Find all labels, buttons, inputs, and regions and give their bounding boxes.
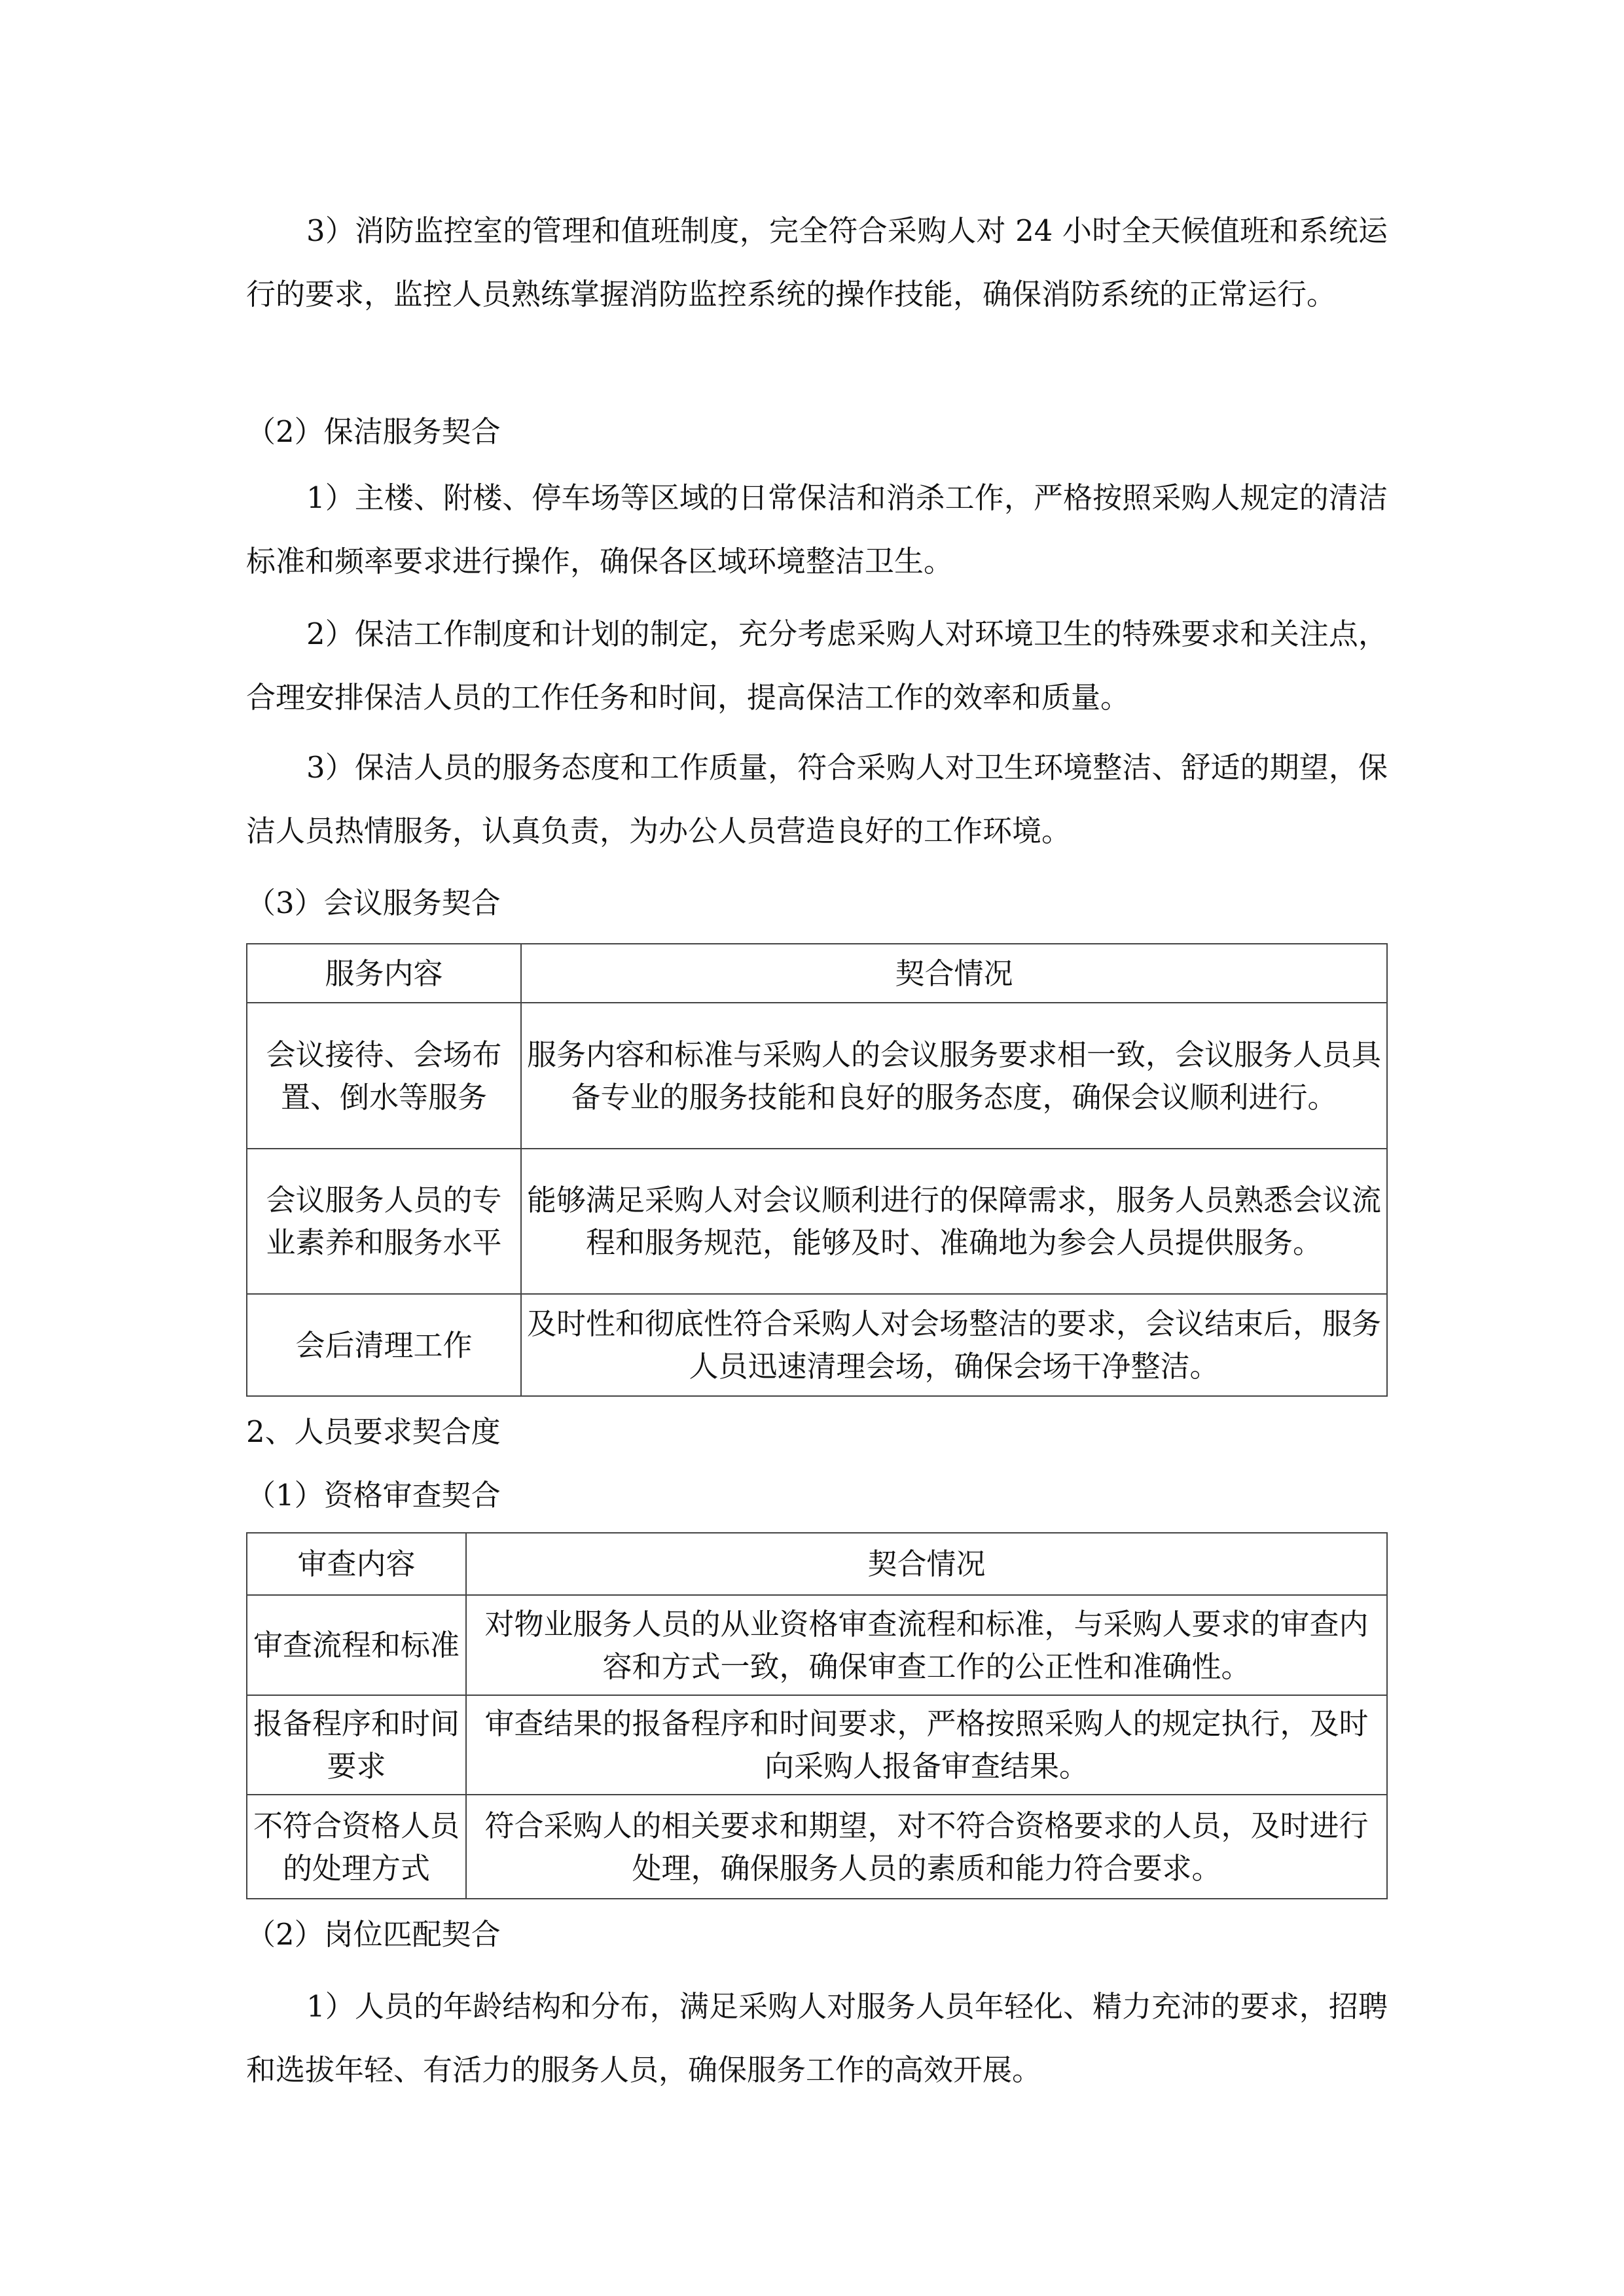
meeting-table	[246, 943, 1388, 1397]
table-cell: 及时性和彻底性符合采购人对会场整洁的要求，会议结束后，服务人员迅速清理会场，确保会场干净整洁。	[521, 1294, 1387, 1396]
table-row	[247, 1294, 1387, 1396]
heading-qualification: （1）资格审查契合	[246, 1478, 501, 1513]
table-cell: 对物业服务人员的从业资格审查流程和标准，与采购人要求的审查内容和方式一致，确保审查工作的公正性和准确性。	[466, 1595, 1387, 1695]
table-cell: 能够满足采购人对会议顺利进行的保障需求，服务人员熟悉会议流程和服务规范，能够及时、准确地为参会人员提供服务。	[521, 1149, 1387, 1294]
paragraph-cleaning-1: 1）主楼、附楼、停车场等区域的日常保洁和消杀工作，严格按照采购人规定的清洁标准和频率要求进行操作，确保各区域环境整洁卫生。	[246, 480, 1388, 579]
table-header-row	[247, 944, 1387, 1003]
table-row	[247, 1695, 1387, 1795]
table-cell: 不符合资格人员的处理方式	[247, 1795, 466, 1899]
table-row	[247, 1003, 1387, 1149]
table-cell: 报备程序和时间要求	[247, 1695, 466, 1795]
heading-position: （2）岗位匹配契合	[246, 1917, 501, 1952]
table-header: 审查内容	[247, 1533, 466, 1595]
table-header-row	[247, 1533, 1387, 1595]
table-cell: 会后清理工作	[247, 1294, 521, 1396]
paragraph-cleaning-2: 2）保洁工作制度和计划的制定，充分考虑采购人对环境卫生的特殊要求和关注点，合理安排保洁人员的工作任务和时间，提高保洁工作的效率和质量。	[246, 617, 1388, 715]
paragraph-position-1: 1）人员的年龄结构和分布，满足采购人对服务人员年轻化、精力充沛的要求，招聘和选拔年轻、有活力的服务人员，确保服务工作的高效开展。	[246, 1989, 1388, 2087]
heading-meeting: （3）会议服务契合	[246, 886, 501, 920]
heading-cleaning: （2）保洁服务契合	[246, 414, 501, 449]
table-header: 契合情况	[466, 1533, 1387, 1595]
table-row	[247, 1149, 1387, 1294]
table-cell: 审查流程和标准	[247, 1595, 466, 1695]
table-row	[247, 1795, 1387, 1899]
table-header: 契合情况	[521, 944, 1387, 1003]
qualification-table	[246, 1532, 1388, 1899]
table-cell: 审查结果的报备程序和时间要求，严格按照采购人的规定执行，及时向采购人报备审查结果。	[466, 1695, 1387, 1795]
paragraph-cleaning-3: 3）保洁人员的服务态度和工作质量，符合采购人对卫生环境整洁、舒适的期望，保洁人员热情服务，认真负责，为办公人员营造良好的工作环境。	[246, 750, 1388, 848]
paragraph-fire-monitoring: 3）消防监控室的管理和值班制度，完全符合采购人对 24 小时全天候值班和系统运行的要求，监控人员熟练掌握消防监控系统的操作技能，确保消防系统的正常运行。	[246, 213, 1388, 312]
table-cell: 服务内容和标准与采购人的会议服务要求相一致，会议服务人员具备专业的服务技能和良好的服务态度，确保会议顺利进行。	[521, 1003, 1387, 1149]
table-cell: 符合采购人的相关要求和期望，对不符合资格要求的人员，及时进行处理，确保服务人员的素质和能力符合要求。	[466, 1795, 1387, 1899]
table-row	[247, 1595, 1387, 1695]
table-cell: 会议接待、会场布置、倒水等服务	[247, 1003, 521, 1149]
heading-personnel: 2、人员要求契合度	[246, 1414, 501, 1449]
table-header: 服务内容	[247, 944, 521, 1003]
table-cell: 会议服务人员的专业素养和服务水平	[247, 1149, 521, 1294]
